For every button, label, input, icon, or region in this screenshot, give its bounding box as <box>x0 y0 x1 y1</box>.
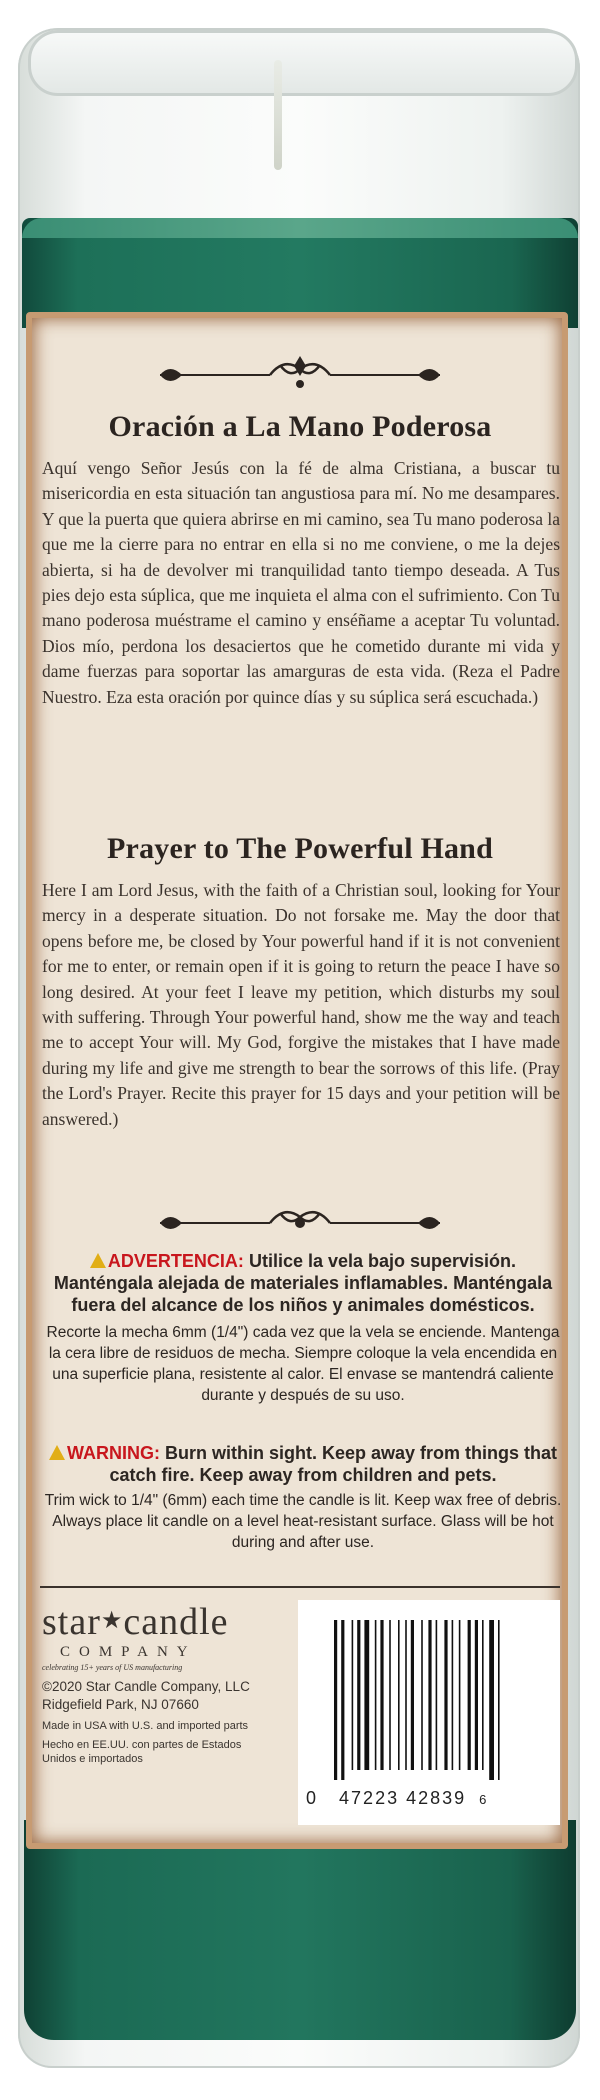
address: Ridgefield Park, NJ 07660 <box>42 1697 199 1712</box>
barcode-bar <box>498 1620 500 1780</box>
barcode-bars <box>334 1620 524 1780</box>
prayer-text-es: Aquí vengo Señor Jesús con la fé de alma Cristiana, a buscar tu misericordia en esta situación tan angustiosa para mí. No me desampares. Y que la puerta que quiera abrirse en mi camino, sea Tu mano poderosa la que me la cierre para no entrar en ella si no me conviene, o me la dejes abierta, si ha de devolver mi tranquilidad tanto tiempo deseada. A Tus pies dejo esta súplica, que me inquieta el alma con el sufrimiento. Con Tu mano poderosa muéstrame el camino y enséñame a aceptar Tu voluntad. Dios mío, perdona los desaciertos que he cometido durante mi vida y dame fuerzas para soportar las amarguras de esta vida. (Reza el Padre Nuestro. Eza esta oración por quince días y su súplica será escuchada.) <box>42 458 560 707</box>
made-in-usa-es: Hecho en EE.UU. con partes de Estados Unidos e importados <box>42 1739 242 1765</box>
barcode-bar <box>482 1620 484 1770</box>
warning-en-text: Trim wick to 1/4" (6mm) each time the candle is lit. Keep wax free of debris. Always place lit candle on a level heat-resistant surface. Glass will be hot during and after use. <box>44 1492 562 1551</box>
barcode-bar <box>352 1620 354 1770</box>
logo-company: COMPANY <box>60 1644 197 1660</box>
barcode-bar <box>389 1620 391 1770</box>
warning-es-label: ADVERTENCIA: <box>107 1251 244 1271</box>
barcode-bar <box>444 1620 447 1770</box>
barcode-bar <box>405 1620 407 1770</box>
wax-surface <box>22 218 578 238</box>
barcode-check: 6 <box>479 1792 489 1807</box>
divider <box>40 1586 560 1588</box>
barcode-bar <box>452 1620 454 1770</box>
copyright: ©2020 Star Candle Company, LLC <box>42 1679 250 1694</box>
warning-es-bold: Utilice la vela bajo supervisión. Manténgala alejada de materiales inflamables. Manténgala fuera del alcance de los niños y animales domésticos. <box>53 1251 553 1315</box>
logo-word-candle: candle <box>123 1601 229 1643</box>
barcode-bar <box>375 1620 377 1770</box>
barcode-prefix: 0 <box>306 1788 319 1808</box>
ornament-middle-icon <box>150 1200 450 1246</box>
prayer-title-es: Oración a La Mano Poderosa <box>108 410 492 443</box>
logo-word-star: star <box>42 1601 101 1643</box>
barcode-bar <box>459 1620 461 1770</box>
ornament-top-icon <box>150 352 450 398</box>
barcode-bar <box>421 1620 423 1770</box>
barcode-number <box>306 1788 556 1809</box>
warning-en-label: WARNING: <box>66 1443 160 1463</box>
company-logo <box>42 1600 272 1766</box>
barcode-bar <box>436 1620 438 1770</box>
barcode-bar <box>489 1620 494 1780</box>
prayer-title-en: Prayer to The Powerful Hand <box>107 832 493 865</box>
barcode-bar <box>334 1620 337 1780</box>
barcode-bar <box>468 1620 471 1770</box>
barcode-bar <box>341 1620 344 1780</box>
barcode-bar <box>380 1620 383 1770</box>
warning-es-text: Recorte la mecha 6mm (1/4") cada vez que la vela se enciende. Mantenga la cera libre de residuos de mecha. Siempre coloque la vela encendida en una superficie plana, resistente al calor. El envase se mantendrá caliente durante y después de su uso. <box>46 1324 560 1404</box>
warning-en <box>42 1442 564 1553</box>
warning-en-bold: Burn within sight. Keep away from things that catch fire. Keep away from children and pets. <box>109 1443 558 1485</box>
made-in-usa: Made in USA with U.S. and imported parts <box>42 1720 249 1732</box>
barcode-bar <box>357 1620 360 1770</box>
prayer-text-en: Here I am Lord Jesus, with the faith of a Christian soul, looking for Your mercy in a desperate situation. Do not forsake me. May the door that opens before me, be closed by Your powerful hand if it is not convenient for me to enter, or remain open if it is going to return the peace I have so long desired. At your feet I leave my petition, which disturbs my soul with suffering. Through Your powerful hand, show me the way and teach me to accept Your will. My God, forgive the mistakes that I have made during my life and give me strength to bear the sorrows of this life. (Pray the Lord's Prayer. Recite this prayer for 15 days and your petition will be answered.) <box>42 880 560 1129</box>
barcode-bar <box>411 1620 414 1770</box>
warning-triangle-icon <box>49 1445 65 1460</box>
barcode-bar <box>398 1620 400 1770</box>
barcode-digits: 47223 42839 <box>339 1788 467 1808</box>
barcode-bar <box>475 1620 478 1770</box>
glass-rim <box>28 30 578 96</box>
star-icon: ★ <box>100 1608 124 1634</box>
candle-wick <box>274 60 282 170</box>
barcode-bar <box>428 1620 431 1770</box>
green-wax-bottom <box>24 1820 576 2040</box>
logo-tagline: celebrating 15+ years of US manufacturing <box>42 1663 183 1672</box>
barcode-bar <box>364 1620 369 1770</box>
warning-triangle-icon <box>90 1253 106 1268</box>
warning-es <box>42 1250 564 1406</box>
barcode <box>298 1600 560 1825</box>
